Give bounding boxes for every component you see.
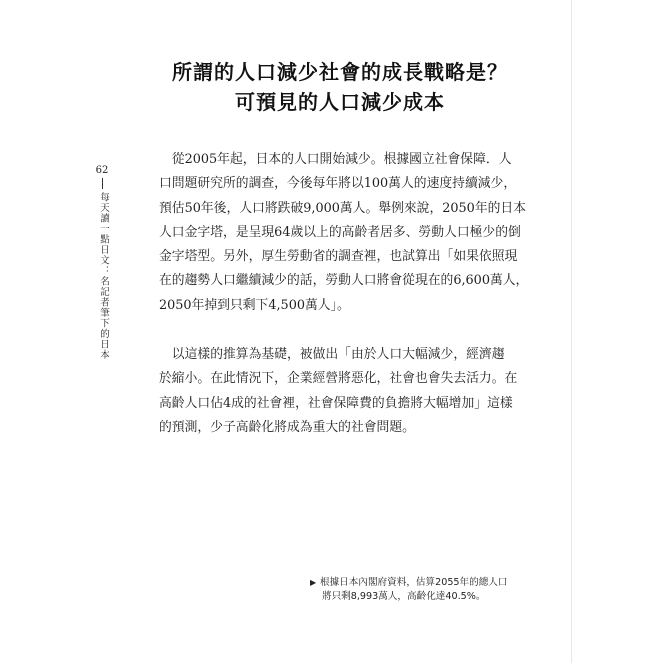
paragraph-2 bbox=[159, 343, 521, 440]
book-title-vertical: 每天讀一點日文：名記者筆下的日本 bbox=[98, 192, 109, 360]
caption-line: 根據日本內閣府資料，估算2055年的總人口 bbox=[320, 577, 508, 588]
page-title: 所謂的人口減少社會的成長戰略是？ bbox=[172, 60, 508, 84]
caption-line: 將只剩8,993萬人，高齡化達40.5%。 bbox=[322, 591, 486, 602]
paragraph-line: 人口金字塔，是呈現64歲以上的高齡者居多、勞動人口極少的倒 bbox=[159, 224, 521, 240]
page-number: 62 bbox=[95, 165, 109, 176]
side-running-header bbox=[84, 165, 120, 360]
paragraph-line: 高齡人口佔4成的社會裡，社會保障費的負擔將大幅增加」這樣 bbox=[159, 395, 513, 411]
paragraph-line: 2050年掉到只剩下4,500萬人」。 bbox=[159, 297, 350, 313]
paragraph-line: 在的趨勢人口繼續減少的話，勞動人口將會從現在的6,600萬人， bbox=[159, 273, 529, 289]
paragraph-line: 金字塔型。另外，厚生勞動省的調查裡，也試算出「如果依照現 bbox=[159, 249, 518, 265]
page-edge-divider bbox=[571, 0, 572, 663]
paragraph-line: 於縮小。在此情況下，企業經營將惡化，社會也會失去活力。在 bbox=[159, 371, 518, 387]
paragraph-line: 以這樣的推算為基礎，被做出「由於人口大幅減少，經濟趨 bbox=[159, 347, 505, 362]
figure-caption bbox=[310, 576, 510, 604]
triangle-marker-icon: ▶ bbox=[310, 578, 317, 587]
paragraph-1 bbox=[159, 148, 529, 318]
side-divider bbox=[102, 178, 103, 189]
paragraph-line: 口問題研究所的調查，今後每年將以100萬人的速度持續減少， bbox=[159, 176, 517, 192]
paragraph-line: 的預測，少子高齡化將成為重大的社會問題。 bbox=[159, 419, 415, 435]
paragraph-line: 從2005年起，日本的人口開始減少。根據國立社會保障．人 bbox=[159, 152, 512, 167]
page-subtitle: 可預見的人口減少成本 bbox=[235, 90, 445, 114]
paragraph-line: 預估50年後，人口將跌破9,000萬人。舉例來說，2050年的日本 bbox=[159, 200, 527, 216]
